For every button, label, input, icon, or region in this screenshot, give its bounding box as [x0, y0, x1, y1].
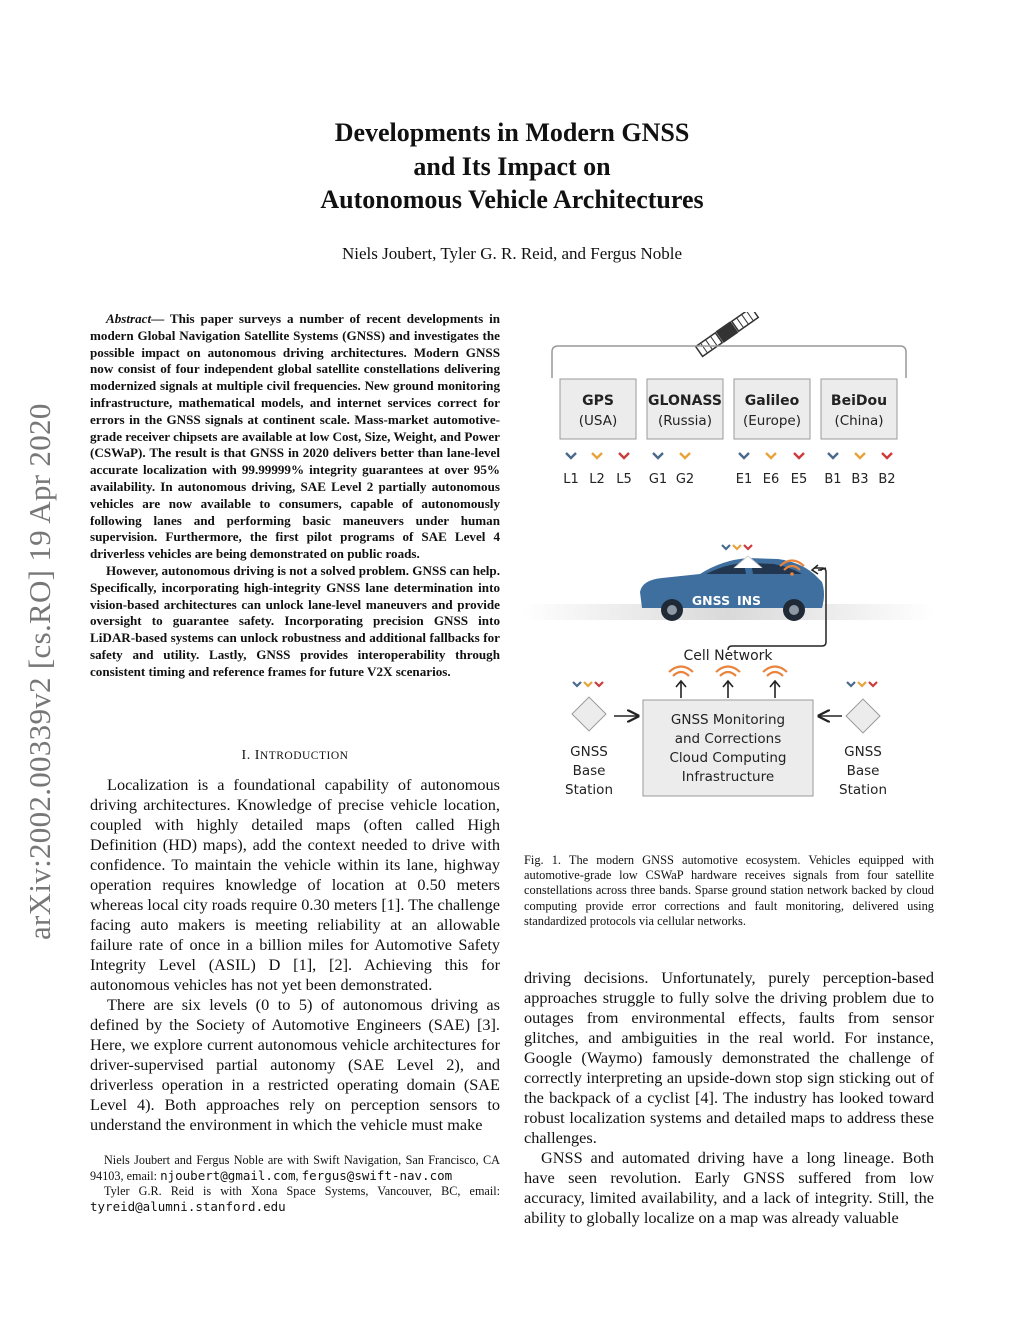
- intro-paragraph-2: There are six levels (0 to 5) of autonomous driving as defined by the Society of Automotive Engineers (SAE) [3]. Here, we explore current autonomous vehicle architectures for driver-supervised partial autonomy (SAE Level 2), and driverless operation in a restricted operating domain (SAE Level 4). Both approaches rely on perception sensors to understand the environment in which the vehicle must make: [90, 995, 500, 1134]
- signal-chevrons-row: [566, 453, 892, 458]
- band-labels: [563, 472, 895, 487]
- band-label-b1: B1: [824, 472, 842, 487]
- abstract: [90, 311, 500, 681]
- introduction-body: [90, 775, 500, 1135]
- figure-caption: [524, 853, 934, 929]
- constellation-beidou-name: BeiDou: [830, 393, 888, 409]
- constellation-galileo-region: (Europe): [742, 413, 802, 429]
- footnote-text-2: Tyler G.R. Reid is with Xona Space Systems, Vancouver, BC, email:: [104, 1184, 500, 1198]
- wifi-icons-cloud: [669, 667, 787, 677]
- cell-arrow-head: [812, 565, 818, 574]
- constellation-bracket: [552, 346, 906, 378]
- constellation-beidou-region: (China): [834, 413, 884, 429]
- car-label-gnss: GNSS: [691, 593, 731, 608]
- band-label-g2: G2: [675, 472, 695, 487]
- title-line-2: and Its Impact on: [413, 151, 611, 181]
- band-label-b2: B2: [878, 472, 896, 487]
- band-label-g1: G1: [648, 472, 668, 487]
- email-link-reid[interactable]: tyreid@alumni.stanford.edu: [90, 1199, 286, 1214]
- email-link-noble[interactable]: fergus@swift-nav.com: [301, 1168, 453, 1183]
- intro-paragraph-1: Localization is a foundational capability of autonomous driving architectures. Knowledge of precise vehicle location, coupled with highly detailed maps (often called High Definition (HD) maps), add the context needed to drive with confidence. To maintain the vehicle within its lane, highway operation requires knowledge of location at 0.50 meters whereas local city roads require 0.30 meters [1]. The challenge facing auto makers is meeting reliability at an allowable failure rate of once in a billion miles for Automotive Safety Integrity Level (ASIL) D [1], [2]. Achieving this for autonomous vehicles has not yet been demonstrated.: [90, 775, 500, 994]
- band-label-b3: B3: [851, 472, 869, 487]
- right-paragraph-1: driving decisions. Unfortunately, purely perception-based approaches struggle to fully solve the driving problem due to outages from environmental effects, faults from sensor glitches, and ambiguities in the real world. For instance, Google (Waymo) famously demonstrated the challenge of correctly interpreting an upside-down stop sign sticking out of the backpack of a cyclist [4]. The industry has looked toward robust localization systems and detailed maps to address these challenges.: [524, 968, 934, 1147]
- abstract-paragraph-1: [90, 311, 500, 563]
- constellation-beidou: [821, 379, 897, 439]
- figure-gnss-ecosystem: [522, 312, 934, 810]
- abstract-dash: —: [151, 311, 165, 326]
- title-line-3: Autonomous Vehicle Architectures: [320, 185, 704, 214]
- base-right-line-1: GNSS: [844, 744, 882, 760]
- arxiv-identifier: arXiv:2002.00339v2 [cs.RO] 19 Apr 2020: [22, 403, 57, 940]
- cloud-line-3: Cloud Computing: [669, 750, 787, 766]
- title-line-1: Developments in Modern GNSS: [334, 118, 690, 147]
- constellation-gps-region: (USA): [578, 413, 618, 429]
- footnote-paragraph-1: [90, 1153, 500, 1184]
- section-first-letter: I: [254, 748, 260, 763]
- band-label-e6: E6: [762, 472, 780, 487]
- base-left-line-3: Station: [565, 782, 613, 798]
- band-label-e1: E1: [735, 472, 753, 487]
- band-label-l5: L5: [616, 472, 632, 487]
- constellation-glonass-name: GLONASS: [648, 393, 722, 409]
- constellation-galileo-name: Galileo: [744, 393, 800, 409]
- constellation-galileo: [734, 379, 810, 439]
- base-station-left: [565, 682, 638, 798]
- base-left-line-2: Base: [572, 763, 606, 779]
- paper-title: [262, 116, 762, 217]
- cloud-line-1: GNSS Monitoring: [670, 712, 786, 728]
- caption-label: Fig. 1.: [524, 853, 562, 867]
- base-left-line-1: GNSS: [570, 744, 608, 760]
- right-paragraph-2: GNSS and automated driving have a long lineage. Both have seen revolution. Early GNSS suffered from low accuracy, limited availability, and a lack of integrity. Still, the ability to globally localize on a map was already valuable: [524, 1148, 934, 1227]
- band-label-l2: L2: [589, 472, 605, 487]
- satellite-icon: [695, 312, 759, 357]
- car-signal-chevrons: [722, 545, 752, 549]
- cloud-line-4: Infrastructure: [681, 769, 775, 785]
- base-right-line-3: Station: [839, 782, 887, 798]
- band-label-l1: L1: [563, 472, 579, 487]
- figure-diagram: [522, 312, 934, 810]
- band-label-e5: E5: [790, 472, 808, 487]
- uplink-arrows: [676, 681, 780, 698]
- cell-network-label: Cell Network: [683, 648, 773, 664]
- abstract-text-1: This paper surveys a number of recent developments in modern Global Navigation Satellite Systems (GNSS) and investigates the possible impact on autonomous driving architectures. Modern GNSS now consist of four independent global satellite constellations delivering modernized signals at multiple civil frequencies. New ground monitoring infrastructure, mathematical models, and internet services correct for errors in the GNSS signals at continent scale. Mass-market automotive-grade receiver chipsets are available at low Cost, Size, Weight, and Power (CSWaP). The result is that GNSS in 2020 delivers better than lane-level accurate localization with 99.99999% integrity guarantees at over 95% availability. In autonomous driving, SAE Level 2 partially autonomous vehicles are now available to consumers, capable of autonomously following lanes and performing basic maneuvers under human supervision. Furthermore, the first pilot programs of SAE Level 4 driverless vehicles are being demonstrated on public roads.: [90, 311, 500, 562]
- base-right-line-2: Base: [846, 763, 880, 779]
- section-heading-introduction: [90, 748, 500, 764]
- footnote-separator: ,: [295, 1169, 302, 1183]
- footnote-paragraph-2: [90, 1184, 500, 1215]
- footnote-text-1: Niels Joubert and Fergus Noble are with Swift Navigation, San Francisco, CA 94103, email:: [90, 1153, 500, 1183]
- email-link-joubert[interactable]: njoubert@gmail.com: [160, 1168, 296, 1183]
- section-number: I.: [241, 748, 255, 763]
- car-label-ins: INS: [736, 593, 762, 608]
- author-list: Niels Joubert, Tyler G. R. Reid, and Fergus Noble: [341, 244, 683, 263]
- caption-text: The modern GNSS automotive ecosystem. Vehicles equipped with automotive-grade low CSWaP hardware receives signals from four satellite constellations across three bands. Sparse ground station network backed by cloud computing provide error corrections and fault monitoring, delivered using standardized protocols via cellular networks.: [524, 853, 934, 928]
- constellation-glonass-region: (Russia): [658, 413, 712, 429]
- constellation-glonass: [647, 379, 723, 439]
- constellation-gps-name: GPS: [582, 393, 614, 409]
- abstract-paragraph-2: However, autonomous driving is not a solved problem. GNSS can help. Specifically, incorporating high-integrity GNSS lane determination into vision-based architectures can unlock lane-level maneuvers and provide oversight to guarantee safety. Incorporating precision GNSS into LiDAR-based systems can unlock robustness and additional fallbacks for safety and utility. Lastly, GNSS provides interoperability through consistent timing and reference frames for future V2X scenarios.: [90, 562, 500, 679]
- cloud-infrastructure-box: [643, 700, 813, 796]
- affiliation-footnote: [90, 1153, 500, 1215]
- section-rest: NTRODUCTION: [259, 750, 349, 762]
- cloud-line-2: and Corrections: [674, 731, 782, 747]
- abstract-label: Abstract: [106, 311, 152, 326]
- right-column-body: [524, 968, 934, 1228]
- base-station-right: [819, 682, 887, 798]
- constellation-gps: [560, 379, 636, 439]
